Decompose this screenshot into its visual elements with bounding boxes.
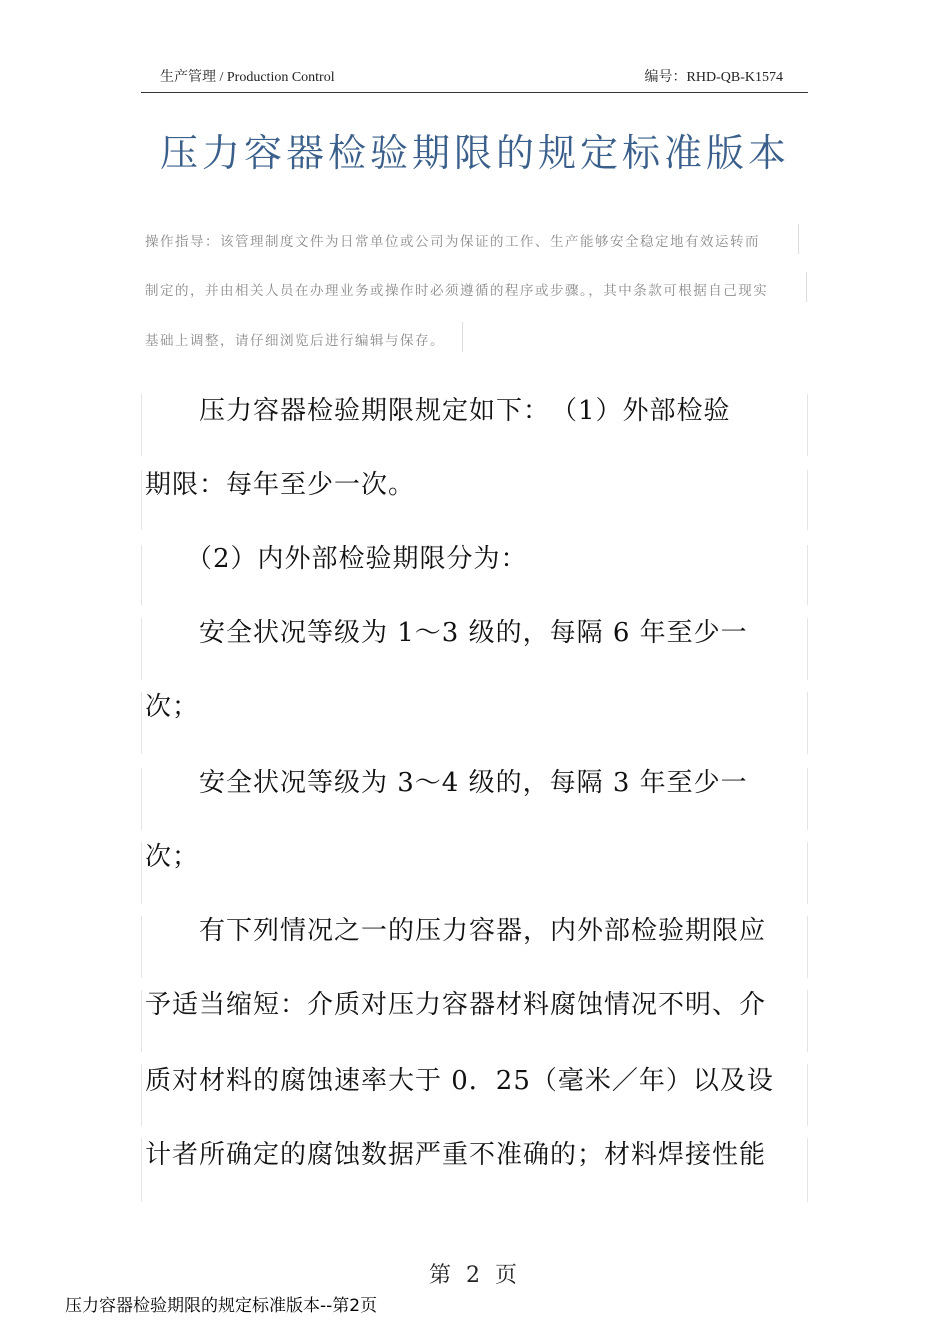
body-line: 质对材料的腐蚀速率大于 0．25（毫米／年）以及设: [145, 1066, 774, 1096]
body-line: （2）内外部检验期限分为：: [145, 544, 528, 574]
header-section-label: 生产管理 / Production Control: [160, 70, 335, 85]
guide-margin-bar: [798, 224, 799, 254]
guide-line: 操作指导：该管理制度文件为日常单位或公司为保证的工作、生产能够安全稳定地有效运转而: [145, 234, 760, 250]
body-line: 有下列情况之一的压力容器，内外部检验期限应: [145, 916, 767, 946]
text-frame: [141, 842, 808, 904]
body-line: 安全状况等级为 1～3 级的，每隔 6 年至少一: [145, 618, 748, 648]
body-line: 次；: [145, 692, 200, 722]
document-code: 编号：RHD-QB-K1574: [644, 70, 783, 85]
guide-line: 制定的，并由相关人员在办理业务或操作时必须遵循的程序或步骤。，其中条款可根据自己现实: [145, 283, 769, 299]
footer-document-title: 压力容器检验期限的规定标准版本--第2页: [65, 1296, 378, 1316]
page-number: 第 2 页: [429, 1263, 521, 1288]
body-line: 予适当缩短：介质对压力容器材料腐蚀情况不明、介: [145, 990, 767, 1020]
text-frame: [141, 692, 808, 754]
body-line: 次；: [145, 842, 200, 872]
header-divider: [141, 92, 808, 93]
guide-margin-bar: [806, 272, 807, 302]
guide-line: 基础上调整，请仔细浏览后进行编辑与保存。: [145, 333, 445, 349]
guide-margin-bar: [462, 322, 463, 352]
body-line: 压力容器检验期限规定如下： （1）外部检验: [145, 396, 731, 426]
document-title: 压力容器检验期限的规定标准版本: [159, 131, 790, 175]
body-line: 安全状况等级为 3～4 级的，每隔 3 年至少一: [145, 768, 748, 798]
body-line: 期限：每年至少一次。: [145, 470, 416, 500]
body-line: 计者所确定的腐蚀数据严重不准确的；材料焊接性能: [145, 1140, 767, 1170]
